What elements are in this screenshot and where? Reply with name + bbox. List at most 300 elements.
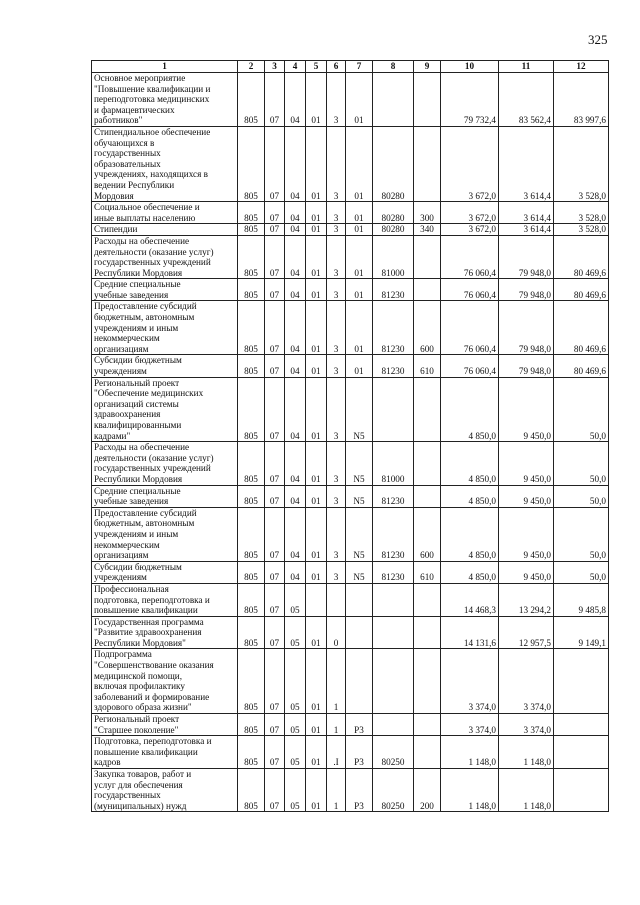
- table-row: [92, 377, 609, 442]
- cell-c5: 01: [306, 507, 327, 561]
- cell-c6: 3: [327, 355, 346, 377]
- cell-c10: 3 374,0: [441, 649, 499, 714]
- row-name-cell: [92, 507, 238, 561]
- cell-c12: 50,0: [554, 442, 609, 485]
- column-header: 5: [306, 61, 327, 73]
- cell-c4: 04: [285, 507, 306, 561]
- cell-c5: [306, 583, 327, 616]
- cell-c4: 05: [285, 649, 306, 714]
- cell-c5: 01: [306, 301, 327, 355]
- row-name-line: Государственная программа: [94, 616, 204, 627]
- row-name-line: Региональный проект: [94, 377, 180, 388]
- cell-c2: 805: [238, 442, 265, 485]
- cell-c8: 81230: [373, 301, 414, 355]
- row-name-cell: [92, 485, 238, 507]
- cell-c9: [414, 485, 441, 507]
- row-name-line: Расходы на обеспечение: [94, 442, 190, 453]
- cell-c3: 07: [265, 202, 285, 224]
- cell-c12: 80 469,6: [554, 279, 609, 301]
- row-name-line: повышение квалификации: [94, 746, 198, 757]
- cell-c8: 81000: [373, 442, 414, 485]
- header-row: [92, 61, 609, 73]
- row-name-line: Социальное обеспечение и: [94, 202, 200, 213]
- cell-c3: 07: [265, 301, 285, 355]
- table-row: [92, 301, 609, 355]
- cell-c10: 4 850,0: [441, 561, 499, 583]
- table-row: [92, 126, 609, 201]
- row-name-line: Расходы на обеспечение: [94, 235, 190, 246]
- cell-c7: P3: [346, 714, 373, 736]
- cell-c5: 01: [306, 202, 327, 224]
- cell-c12: 3 528,0: [554, 126, 609, 201]
- cell-c11: 1 148,0: [499, 769, 554, 812]
- row-name-line: Средние специальные: [94, 279, 181, 290]
- row-name-line: ведении Республики: [94, 179, 175, 190]
- row-name-line: учреждениям и иным: [94, 528, 179, 539]
- cell-c7: P3: [346, 769, 373, 812]
- cell-c7: N5: [346, 561, 373, 583]
- cell-c9: 300: [414, 202, 441, 224]
- cell-c12: 50,0: [554, 485, 609, 507]
- row-name-line: государственных: [94, 148, 161, 159]
- row-name-line: учебные заведения: [94, 289, 169, 300]
- row-name-line: переподготовка медицинских: [94, 94, 210, 105]
- cell-c11: 12 957,5: [499, 616, 554, 649]
- row-name-line: здравоохранения: [94, 409, 161, 420]
- cell-c5: 01: [306, 355, 327, 377]
- cell-c3: 07: [265, 649, 285, 714]
- row-name-cell: [92, 355, 238, 377]
- cell-c10: 4 850,0: [441, 485, 499, 507]
- cell-c8: 81230: [373, 485, 414, 507]
- column-header: 12: [554, 61, 609, 73]
- cell-c8: 80250: [373, 769, 414, 812]
- cell-c12: 9 149,1: [554, 616, 609, 649]
- row-name-cell: [92, 769, 238, 812]
- row-name-line: Предоставление субсидий: [94, 507, 197, 518]
- row-name-line: организаций системы: [94, 398, 179, 409]
- cell-c5: 01: [306, 485, 327, 507]
- row-name-line: подготовка, переподготовка и: [94, 594, 210, 605]
- cell-c10: 76 060,4: [441, 279, 499, 301]
- cell-c12: 83 997,6: [554, 73, 609, 127]
- row-name-line: учреждениям и иным: [94, 322, 179, 333]
- cell-c12: 3 528,0: [554, 224, 609, 236]
- cell-c5: 01: [306, 235, 327, 278]
- cell-c5: 01: [306, 616, 327, 649]
- cell-c5: 01: [306, 279, 327, 301]
- cell-c9: [414, 73, 441, 127]
- cell-c9: [414, 736, 441, 769]
- cell-c7: 01: [346, 224, 373, 236]
- cell-c7: N5: [346, 442, 373, 485]
- cell-c2: 805: [238, 616, 265, 649]
- row-name-line: Республики Мордовия: [94, 267, 183, 278]
- cell-c9: 600: [414, 507, 441, 561]
- cell-c4: 04: [285, 235, 306, 278]
- cell-c8: 81230: [373, 561, 414, 583]
- cell-c7: 01: [346, 235, 373, 278]
- cell-c3: 07: [265, 485, 285, 507]
- cell-c8: [373, 377, 414, 442]
- cell-c11: 13 294,2: [499, 583, 554, 616]
- cell-c4: 04: [285, 73, 306, 127]
- row-name-line: учреждениям: [94, 366, 147, 377]
- cell-c8: 81230: [373, 279, 414, 301]
- cell-c10: 76 060,4: [441, 355, 499, 377]
- row-name-cell: [92, 736, 238, 769]
- table-row: [92, 561, 609, 583]
- cell-c11: 79 948,0: [499, 355, 554, 377]
- column-header: 1: [92, 61, 238, 73]
- cell-c5: 01: [306, 126, 327, 201]
- cell-c5: 01: [306, 224, 327, 236]
- row-name-line: некоммерческим: [94, 333, 160, 344]
- cell-c11: 79 948,0: [499, 279, 554, 301]
- row-name-line: некоммерческим: [94, 539, 160, 550]
- row-name-line: бюджетным, автономным: [94, 518, 195, 529]
- cell-c3: 07: [265, 714, 285, 736]
- row-name-line: включая профилактику: [94, 681, 185, 692]
- row-name-line: организациям: [94, 550, 149, 561]
- cell-c2: 805: [238, 507, 265, 561]
- cell-c4: 04: [285, 202, 306, 224]
- cell-c11: 3 374,0: [499, 649, 554, 714]
- cell-c6: [327, 583, 346, 616]
- cell-c7: N5: [346, 507, 373, 561]
- cell-c9: [414, 714, 441, 736]
- row-name-cell: [92, 235, 238, 278]
- cell-c7: 01: [346, 73, 373, 127]
- cell-c5: 01: [306, 561, 327, 583]
- cell-c3: 07: [265, 224, 285, 236]
- table-row: [92, 485, 609, 507]
- row-name-line: медицинской помощи,: [94, 670, 183, 681]
- row-name-line: Профессиональная: [94, 583, 169, 594]
- cell-c7: [346, 649, 373, 714]
- row-name-line: "Развитие здравоохранения: [94, 627, 202, 638]
- cell-c2: 805: [238, 224, 265, 236]
- column-header: 3: [265, 61, 285, 73]
- cell-c10: 1 148,0: [441, 736, 499, 769]
- row-name-cell: [92, 279, 238, 301]
- cell-c3: 07: [265, 442, 285, 485]
- row-name-line: Республики Мордовия": [94, 637, 186, 648]
- cell-c10: 4 850,0: [441, 442, 499, 485]
- row-name-cell: [92, 616, 238, 649]
- row-name-cell: [92, 202, 238, 224]
- cell-c3: 07: [265, 377, 285, 442]
- table-row: [92, 714, 609, 736]
- row-name-line: "Старшее поколение": [94, 724, 179, 735]
- cell-c11: 79 948,0: [499, 301, 554, 355]
- row-name-line: Подпрограмма: [94, 649, 152, 660]
- row-name-cell: [92, 377, 238, 442]
- cell-c8: 80280: [373, 202, 414, 224]
- cell-c5: 01: [306, 442, 327, 485]
- row-name-line: деятельности (оказание услуг): [94, 452, 214, 463]
- cell-c6: 3: [327, 485, 346, 507]
- cell-c6: 3: [327, 126, 346, 201]
- cell-c4: 04: [285, 279, 306, 301]
- row-name-line: образовательных: [94, 158, 161, 169]
- cell-c2: 805: [238, 73, 265, 127]
- cell-c2: 805: [238, 126, 265, 201]
- row-name-line: (муниципальных) нужд: [94, 800, 187, 811]
- cell-c4: 04: [285, 224, 306, 236]
- table-row: [92, 442, 609, 485]
- cell-c5: 01: [306, 377, 327, 442]
- cell-c9: 200: [414, 769, 441, 812]
- cell-c7: N5: [346, 377, 373, 442]
- cell-c8: 80280: [373, 224, 414, 236]
- row-name-line: заболеваний и формирование: [94, 691, 210, 702]
- cell-c7: 01: [346, 355, 373, 377]
- cell-c9: [414, 616, 441, 649]
- cell-c10: 14 468,3: [441, 583, 499, 616]
- cell-c2: 805: [238, 583, 265, 616]
- cell-c5: 01: [306, 736, 327, 769]
- cell-c3: 07: [265, 126, 285, 201]
- cell-c12: 80 469,6: [554, 355, 609, 377]
- cell-c8: [373, 714, 414, 736]
- cell-c4: 05: [285, 714, 306, 736]
- cell-c2: 805: [238, 301, 265, 355]
- cell-c10: 76 060,4: [441, 235, 499, 278]
- cell-c2: 805: [238, 377, 265, 442]
- row-name-line: государственных: [94, 790, 161, 801]
- cell-c3: 07: [265, 736, 285, 769]
- row-name-line: Подготовка, переподготовка и: [94, 736, 212, 747]
- cell-c10: 79 732,4: [441, 73, 499, 127]
- cell-c3: 07: [265, 73, 285, 127]
- row-name-line: услуг для обеспечения: [94, 779, 183, 790]
- cell-c12: 80 469,6: [554, 235, 609, 278]
- row-name-line: Мордовия: [94, 190, 134, 201]
- column-header: 4: [285, 61, 306, 73]
- cell-c3: 07: [265, 616, 285, 649]
- table-row: [92, 235, 609, 278]
- table-row: [92, 736, 609, 769]
- cell-c5: 01: [306, 714, 327, 736]
- row-name-line: Стипендии: [94, 224, 138, 235]
- row-name-cell: [92, 301, 238, 355]
- cell-c5: 01: [306, 649, 327, 714]
- row-name-line: Средние специальные: [94, 485, 181, 496]
- cell-c4: 04: [285, 561, 306, 583]
- row-name-line: кадров: [94, 757, 121, 768]
- cell-c4: 04: [285, 355, 306, 377]
- row-name-line: "Повышение квалификации и: [94, 83, 211, 94]
- row-name-line: бюджетным, автономным: [94, 312, 195, 323]
- cell-c6: 1: [327, 714, 346, 736]
- cell-c3: 07: [265, 561, 285, 583]
- cell-c9: 610: [414, 561, 441, 583]
- cell-c8: 80250: [373, 736, 414, 769]
- cell-c11: 79 948,0: [499, 235, 554, 278]
- cell-c11: 9 450,0: [499, 561, 554, 583]
- column-header: 9: [414, 61, 441, 73]
- cell-c2: 805: [238, 561, 265, 583]
- cell-c10: 3 672,0: [441, 224, 499, 236]
- row-name-cell: [92, 224, 238, 236]
- row-name-line: "Совершенствование оказания: [94, 660, 214, 671]
- cell-c8: 81230: [373, 355, 414, 377]
- cell-c2: 805: [238, 769, 265, 812]
- table-row: [92, 616, 609, 649]
- cell-c4: 04: [285, 485, 306, 507]
- cell-c9: [414, 126, 441, 201]
- cell-c6: 1: [327, 649, 346, 714]
- cell-c2: 805: [238, 235, 265, 278]
- cell-c11: 3 374,0: [499, 714, 554, 736]
- cell-c9: 340: [414, 224, 441, 236]
- cell-c11: 9 450,0: [499, 507, 554, 561]
- cell-c2: 805: [238, 202, 265, 224]
- cell-c11: 9 450,0: [499, 485, 554, 507]
- cell-c6: 3: [327, 202, 346, 224]
- row-name-line: иные выплаты населению: [94, 212, 196, 223]
- cell-c10: 3 672,0: [441, 126, 499, 201]
- row-name-line: Республики Мордовия: [94, 473, 183, 484]
- cell-c7: 01: [346, 279, 373, 301]
- column-header: 8: [373, 61, 414, 73]
- cell-c12: 80 469,6: [554, 301, 609, 355]
- cell-c6: 1: [327, 769, 346, 812]
- cell-c7: [346, 616, 373, 649]
- row-name-line: деятельности (оказание услуг): [94, 246, 214, 257]
- cell-c12: [554, 769, 609, 812]
- column-header: 11: [499, 61, 554, 73]
- cell-c12: 50,0: [554, 507, 609, 561]
- table-row: [92, 73, 609, 127]
- cell-c6: 3: [327, 279, 346, 301]
- cell-c4: 04: [285, 301, 306, 355]
- cell-c4: 05: [285, 583, 306, 616]
- cell-c7: 01: [346, 126, 373, 201]
- row-name-line: Субсидии бюджетным: [94, 355, 182, 366]
- cell-c7: 01: [346, 202, 373, 224]
- cell-c9: 610: [414, 355, 441, 377]
- cell-c8: 80280: [373, 126, 414, 201]
- cell-c6: 3: [327, 377, 346, 442]
- cell-c3: 07: [265, 279, 285, 301]
- cell-c11: 9 450,0: [499, 377, 554, 442]
- cell-c6: 3: [327, 442, 346, 485]
- cell-c8: 81000: [373, 235, 414, 278]
- column-header: 10: [441, 61, 499, 73]
- table-row: [92, 355, 609, 377]
- row-name-line: и фармацевтических: [94, 104, 175, 115]
- cell-c7: P3: [346, 736, 373, 769]
- row-name-line: кадрами": [94, 430, 131, 441]
- row-name-line: Предоставление субсидий: [94, 301, 197, 312]
- cell-c9: [414, 442, 441, 485]
- cell-c6: 0: [327, 616, 346, 649]
- cell-c4: 05: [285, 736, 306, 769]
- cell-c5: 01: [306, 769, 327, 812]
- row-name-line: "Обеспечение медицинских: [94, 388, 204, 399]
- row-name-line: обучающихся в: [94, 137, 155, 148]
- row-name-line: учебные заведения: [94, 496, 169, 507]
- budget-table: [91, 60, 609, 812]
- cell-c11: 9 450,0: [499, 442, 554, 485]
- cell-c10: 76 060,4: [441, 301, 499, 355]
- table-row: [92, 279, 609, 301]
- cell-c12: 50,0: [554, 561, 609, 583]
- cell-c12: 3 528,0: [554, 202, 609, 224]
- table-row: [92, 769, 609, 812]
- table-row: [92, 583, 609, 616]
- table-row: [92, 649, 609, 714]
- cell-c2: 805: [238, 279, 265, 301]
- cell-c4: 05: [285, 616, 306, 649]
- row-name-cell: [92, 714, 238, 736]
- cell-c7: N5: [346, 485, 373, 507]
- cell-c11: 3 614,4: [499, 224, 554, 236]
- column-header: 6: [327, 61, 346, 73]
- row-name-line: учреждениях, находящихся в: [94, 169, 208, 180]
- cell-c9: [414, 649, 441, 714]
- table-row: [92, 202, 609, 224]
- column-header: 7: [346, 61, 373, 73]
- cell-c10: 3 672,0: [441, 202, 499, 224]
- cell-c3: 07: [265, 769, 285, 812]
- cell-c4: 04: [285, 126, 306, 201]
- row-name-line: государственных учреждений: [94, 463, 211, 474]
- row-name-cell: [92, 442, 238, 485]
- cell-c6: 3: [327, 507, 346, 561]
- row-name-line: учреждениям: [94, 572, 147, 583]
- cell-c6: 3: [327, 561, 346, 583]
- cell-c11: 1 148,0: [499, 736, 554, 769]
- cell-c10: 1 148,0: [441, 769, 499, 812]
- row-name-line: Региональный проект: [94, 714, 180, 725]
- row-name-line: государственных учреждений: [94, 257, 211, 268]
- cell-c8: 81230: [373, 507, 414, 561]
- cell-c7: 01: [346, 301, 373, 355]
- column-header: 2: [238, 61, 265, 73]
- cell-c10: 4 850,0: [441, 507, 499, 561]
- cell-c10: 3 374,0: [441, 714, 499, 736]
- cell-c11: 3 614,4: [499, 126, 554, 201]
- cell-c4: 04: [285, 442, 306, 485]
- row-name-cell: [92, 561, 238, 583]
- row-name-cell: [92, 126, 238, 201]
- cell-c3: 07: [265, 355, 285, 377]
- cell-c6: 3: [327, 301, 346, 355]
- cell-c3: 07: [265, 235, 285, 278]
- row-name-line: Стипендиальное обеспечение: [94, 126, 211, 137]
- cell-c3: 07: [265, 507, 285, 561]
- row-name-line: работников": [94, 115, 143, 126]
- row-name-cell: [92, 649, 238, 714]
- cell-c2: 805: [238, 649, 265, 714]
- cell-c3: 07: [265, 583, 285, 616]
- cell-c12: [554, 649, 609, 714]
- cell-c2: 805: [238, 736, 265, 769]
- cell-c10: 14 131,6: [441, 616, 499, 649]
- cell-c12: 9 485,8: [554, 583, 609, 616]
- cell-c9: [414, 235, 441, 278]
- cell-c11: 3 614,4: [499, 202, 554, 224]
- cell-c2: 805: [238, 355, 265, 377]
- row-name-line: Основное мероприятие: [94, 73, 186, 83]
- cell-c8: [373, 583, 414, 616]
- row-name-cell: [92, 73, 238, 127]
- cell-c10: 4 850,0: [441, 377, 499, 442]
- cell-c9: [414, 377, 441, 442]
